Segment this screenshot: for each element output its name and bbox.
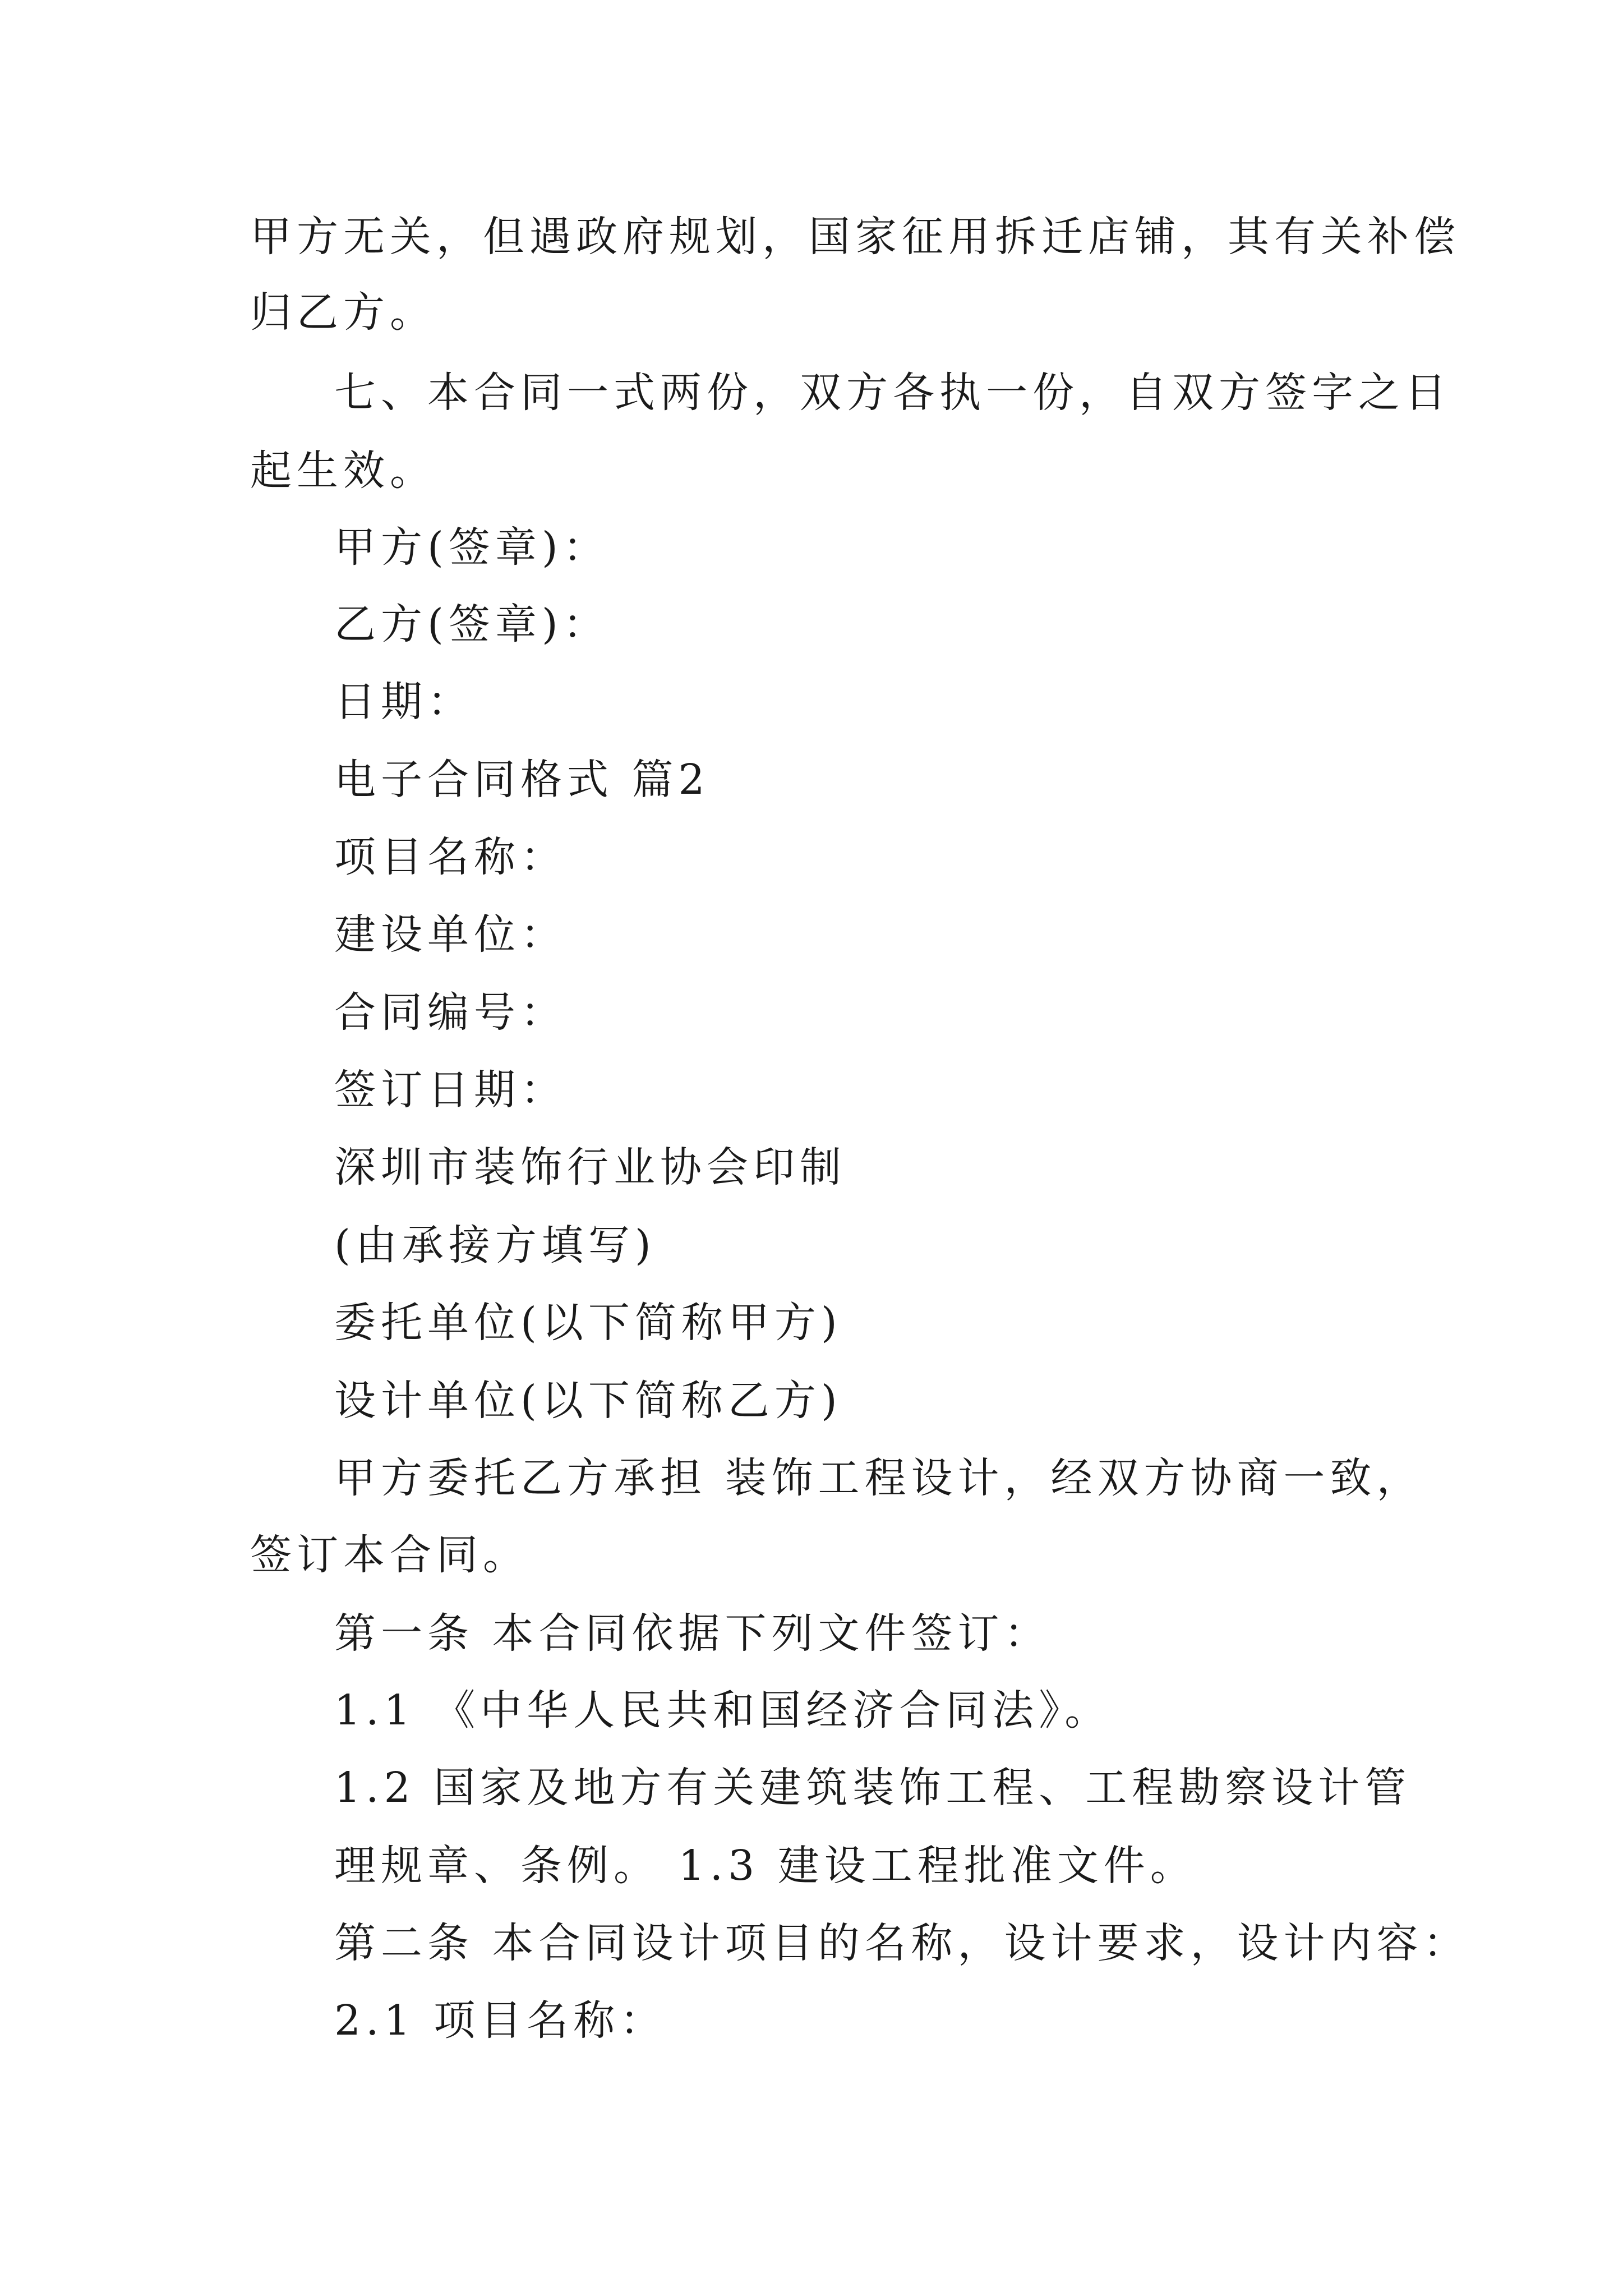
text-line: 起生效。 xyxy=(250,447,436,495)
text-line: 1.1 《中华人民共和国经济合同法》。 xyxy=(334,1686,1112,1734)
article-heading: 第一条 本合同依据下列文件签订： xyxy=(334,1609,1051,1658)
text-line: 甲方(签章)： xyxy=(334,523,610,572)
text-line: 日期： xyxy=(334,678,474,726)
text-line: 2.1 项目名称： xyxy=(334,1996,667,2045)
text-line: (由承接方填写) xyxy=(334,1221,656,1269)
text-line: 七、本合同一式两份，双方各执一份，自双方签字之日 xyxy=(334,369,1451,417)
text-line: 归乙方。 xyxy=(250,288,436,337)
text-line: 1.2 国家及地方有关建筑装饰工程、工程勘察设计管 xyxy=(334,1764,1412,1812)
text-line: 项目名称： xyxy=(334,833,567,881)
text-line: 深圳市装饰行业协会印制 xyxy=(334,1143,846,1191)
text-line: 甲方无关，但遇政府规划，国家征用拆迁店铺，其有关补偿 xyxy=(250,213,1460,261)
article-heading: 第二条 本合同设计项目的名称，设计要求，设计内容： xyxy=(334,1919,1470,1967)
text-line: 合同编号： xyxy=(334,988,567,1037)
text-line: 签订日期： xyxy=(334,1066,567,1114)
text-line: 乙方(签章)： xyxy=(334,600,610,648)
text-line: 理规章、条例。 1.3 建设工程批准文件。 xyxy=(334,1842,1197,1890)
section-heading: 电子合同格式 篇2 xyxy=(334,756,710,804)
text-line: 委托单位(以下简称甲方) xyxy=(334,1299,842,1347)
text-line: 建设单位： xyxy=(334,910,567,959)
text-line: 设计单位(以下简称乙方) xyxy=(334,1377,842,1425)
text-line: 签订本合同。 xyxy=(250,1531,529,1579)
text-line: 甲方委托乙方承担 装饰工程设计，经双方协商一致， xyxy=(334,1454,1423,1502)
